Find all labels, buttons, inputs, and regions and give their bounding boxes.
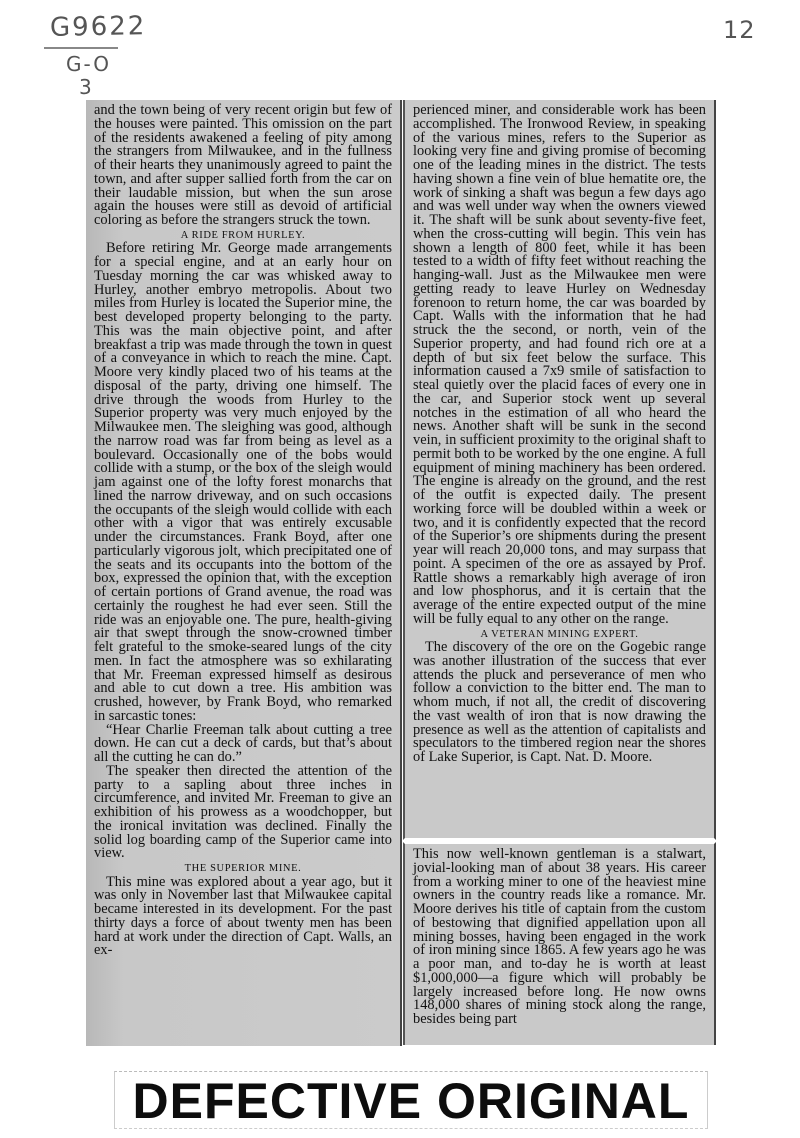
article-paragraph: The speaker then directed the attention of the party to a sapling about three inches in circumference, and invited Mr. Freeman to give an exhibition of his prowess as a woodchopper, but the ironical invitation was declined. Finally the solid log boarding camp of the Superior came into view.: [94, 762, 392, 862]
article-paragraph: This now well-known gentleman is a stalwart, jovial-looking man of about 38 years. His career from a working miner to one of the heaviest mine owners in the country reads like a romance. Mr. Moore derives his title of captain from the custom of bestowing that dignified appellation upon all mining bosses, having been engaged in the work of iron mining since 1865. A few years ago he was a poor man, and to-day he is worth at least $1,000,000—a figure which will probably be largely increased before long. He now owns 148,000 shares of mining stock along the range, besides being part: [413, 846, 706, 1027]
handwritten-catalog-number: G9622: [49, 11, 147, 43]
article-paragraph: Before retiring Mr. George made arrangements for a special engine, and at an early hour on Tuesday morning the car was whisked away to Hurley, another embryo metropolis. About two miles from Hurley is located the Superior mine, the best developed property belonging to the party. This was the main objective point, and after breakfast a trip was made through the town in quest of a conveyance in which to reach the mine. Capt. Moore very kindly placed two of his teams at the disposal of the party, driving one himself. The drive through the woods from Hurley to the Superior property was very much enjoyed by the Milwaukee men. The sleighing was good, although the narrow road was far from being as level as a boulevard. Occasionally one of the bobs would collide with a stump, or the box of the sleigh would jam against one of the lofty forest monarchs that lined the narrow driveway, and on such occasions the occupants of the sleigh would collide with each other with a vigor that was entirely excusable under the circumstances. Frank Boyd, after one particularly vigorous jolt, which precipitated one of the seats and its occupants into the bottom of the box, expressed the opinion that, with the exception of certain portions of Grand avenue, the road was certainly the roughest he had ever seen. Still the ride was an enjoyable one. The pure, health-giving air that swept through the snow-crowned timber felt grateful to the smoke-seared lungs of the city men. In fact the atmosphere was so exhilarating that Mr. Freeman expressed himself as desirous and able to cut down a tree. His ambition was crushed, however, by Frank Boyd, who remarked in sarcastic tones:: [94, 240, 392, 724]
newspaper-column-left: [86, 100, 402, 1046]
section-subhead: A VETERAN MINING EXPERT.: [480, 628, 639, 640]
article-quote: “Hear Charlie Freeman talk about cutting a tree down. He can cut a deck of cards, but that’s about all the cutting he can do.”: [94, 721, 392, 765]
article-paragraph: This mine was explored about a year ago, but it was only in November last that Milwaukee capital became interested in its development. For the past thirty days a force of about twenty men has been hard at work under the direction of Capt. Walls, an ex-: [94, 873, 392, 959]
newspaper-column-right-top: [403, 100, 716, 840]
handwritten-page-number: 12: [723, 16, 756, 44]
handwritten-sub-code: G-O: [66, 52, 112, 76]
article-paragraph: and the town being of very recent origin but few of the houses were painted. This omission on the part of the residents awakened a feeling of pity among the strangers from Milwaukee, and in the fullness of their hearts they unanimously agreed to paint the town, and after supper sallied forth from the car on their laudable mission, but when the sun arose again the houses were still as devoid of artificial coloring as before the strangers struck the town.: [94, 102, 392, 228]
defective-original-stamp: DEFECTIVE ORIGINAL: [114, 1071, 708, 1129]
handwritten-sub-number: 3: [79, 75, 94, 99]
handwritten-underline: [44, 47, 118, 49]
section-subhead: THE SUPERIOR MINE.: [184, 863, 302, 874]
newspaper-column-right-bottom: [403, 842, 716, 1045]
article-paragraph: The discovery of the ore on the Gogebic range was another illustration of the success that ever attends the pluck and perseverance of men who follow a conviction to the bitter end. The man to whom much, if not all, the credit of discovering the vast wealth of iron that is now drawing the presence as well as the attention of capitalists and speculators to the timbered region near the shores of Lake Superior, is Capt. Nat. D. Moore.: [413, 639, 706, 765]
section-subhead: A RIDE FROM HURLEY.: [180, 229, 306, 241]
article-paragraph: perienced miner, and considerable work has been accomplished. The Ironwood Review, in speaking of the various mines, refers to the Superior as looking very fine and giving promise of becoming one of the leading mines in the district. The tests having shown a fine vein of blue hematite ore, the work of sinking a shaft was begun a few days ago and was well under way when the owners viewed it. The shaft will be sunk about seventy-five feet, when the cross-cutting will begin. This vein has shown a length of 800 feet, while it has been tested to a width of fifty feet without reaching the hanging-wall. Just as the Milwaukee men were getting ready to leave Hurley on Wednesday forenoon to return home, the car was boarded by Capt. Walls with the information that he had struck the the second, or north, vein of the Superior property, and had found rich ore at a depth of but six feet below the surface. This information caused a 7x9 smile of satisfaction to steal quietly over the placid faces of every one in the car, and Superior stock went up several notches in the estimation of all who heard the news. Another shaft will be sunk in the second vein, in sufficient proximity to the original shaft to permit both to be worked by the one engine. A full equipment of mining machinery has been ordered. The engine is already on the ground, and the rest of the outfit is expected daily. The present working force will be doubled within a week or two, and it is confidently expected that the record of the Superior’s ore shipments during the present year will reach 20,000 tons, and may surpass that point. A specimen of the ore as assayed by Prof. Rattle shows a remarkably high average of iron and low phosphorus, and it is certain that the average of the entire expected output of the mine will be fully equal to any other on the range.: [413, 102, 706, 627]
